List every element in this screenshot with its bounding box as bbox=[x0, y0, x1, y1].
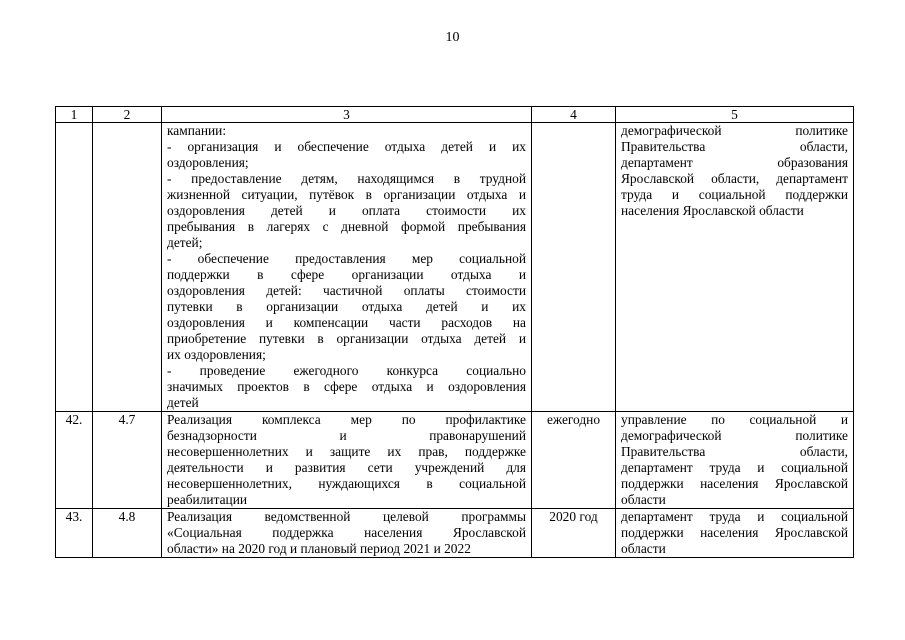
text-line: детей bbox=[167, 395, 199, 410]
responsible-executors bbox=[616, 509, 854, 558]
text-line: пребывания в лагерях с дневной формой пребывания bbox=[167, 219, 526, 234]
text-line: жизненной ситуации, путёвок в организации отдыха и bbox=[167, 187, 526, 202]
text-line: Правительства области, bbox=[621, 139, 848, 154]
text-line: поддержки населения Ярославской bbox=[621, 476, 848, 491]
header-col-5: 5 bbox=[616, 107, 854, 123]
text-line: - организация и обеспечение отдыха детей и их bbox=[167, 139, 526, 154]
text-line: Реализация ведомственной целевой программы bbox=[167, 509, 526, 524]
table-header-row bbox=[56, 107, 854, 123]
header-col-3: 3 bbox=[162, 107, 532, 123]
text-line: области» на 2020 год и плановый период 2021 и 2022 bbox=[167, 541, 471, 556]
text-line: «Социальная поддержка населения Ярославской bbox=[167, 525, 526, 540]
plan-table bbox=[55, 106, 854, 558]
text-line: - предоставление детям, находящимся в трудной bbox=[167, 171, 526, 186]
text-line: области bbox=[621, 541, 666, 556]
deadline: ежегодно bbox=[532, 412, 616, 509]
text-line: области bbox=[621, 492, 666, 507]
text-line: департамент труда и социальной bbox=[621, 460, 848, 475]
deadline bbox=[532, 123, 616, 412]
text-line: кампании: bbox=[167, 123, 227, 138]
text-line: оздоровления; bbox=[167, 155, 249, 170]
text-line: путевки в организации отдыха детей и их bbox=[167, 299, 526, 314]
responsible-executors bbox=[616, 123, 854, 412]
header-col-2: 2 bbox=[93, 107, 162, 123]
text-line: Ярославской области, департамент bbox=[621, 171, 848, 186]
text-line: департамент труда и социальной bbox=[621, 509, 848, 524]
text-line: оздоровления детей: частичной оплаты стоимости bbox=[167, 283, 526, 298]
table-row bbox=[56, 123, 854, 412]
text-line: детей; bbox=[167, 235, 203, 250]
text-line: оздоровления детей и оплата стоимости их bbox=[167, 203, 526, 218]
item-code bbox=[93, 123, 162, 412]
header-col-1: 1 bbox=[56, 107, 93, 123]
row-number: 43. bbox=[56, 509, 93, 558]
page-number: 10 bbox=[445, 30, 460, 45]
text-line: труда и социальной поддержки bbox=[621, 187, 848, 202]
measure-description bbox=[162, 509, 532, 558]
text-line: приобретение путевки в организации отдыха детей и bbox=[167, 331, 526, 346]
text-line: Правительства области, bbox=[621, 444, 848, 459]
deadline: 2020 год bbox=[532, 509, 616, 558]
text-line: реабилитации bbox=[167, 492, 248, 507]
text-line: демографической политике bbox=[621, 428, 848, 443]
text-line: их оздоровления; bbox=[167, 347, 266, 362]
row-number: 42. bbox=[56, 412, 93, 509]
text-line: значимых проектов в сфере отдыха и оздоровления bbox=[167, 379, 526, 394]
text-line: - обеспечение предоставления мер социальной bbox=[167, 251, 526, 266]
text-line: оздоровления и компенсации части расходов на bbox=[167, 315, 526, 330]
measure-description bbox=[162, 412, 532, 509]
responsible-executors bbox=[616, 412, 854, 509]
text-line: департамент образования bbox=[621, 155, 848, 170]
text-line: демографической политике bbox=[621, 123, 848, 138]
table-row bbox=[56, 412, 854, 509]
text-line: деятельности и развития сети учреждений для bbox=[167, 460, 526, 475]
measure-description bbox=[162, 123, 532, 412]
table-row bbox=[56, 509, 854, 558]
text-line: поддержки в сфере организации отдыха и bbox=[167, 267, 526, 282]
item-code: 4.7 bbox=[93, 412, 162, 509]
text-line: Реализация комплекса мер по профилактике bbox=[167, 412, 526, 427]
text-line: - проведение ежегодного конкурса социально bbox=[167, 363, 526, 378]
text-line: безнадзорности и правонарушений bbox=[167, 428, 526, 443]
text-line: несовершеннолетних и защите их прав, поддержке bbox=[167, 444, 526, 459]
item-code: 4.8 bbox=[93, 509, 162, 558]
text-line: поддержки населения Ярославской bbox=[621, 525, 848, 540]
text-line: населения Ярославской области bbox=[621, 203, 804, 218]
header-col-4: 4 bbox=[532, 107, 616, 123]
text-line: несовершеннолетних, нуждающихся в социальной bbox=[167, 476, 526, 491]
text-line: управление по социальной и bbox=[621, 412, 848, 427]
row-number bbox=[56, 123, 93, 412]
